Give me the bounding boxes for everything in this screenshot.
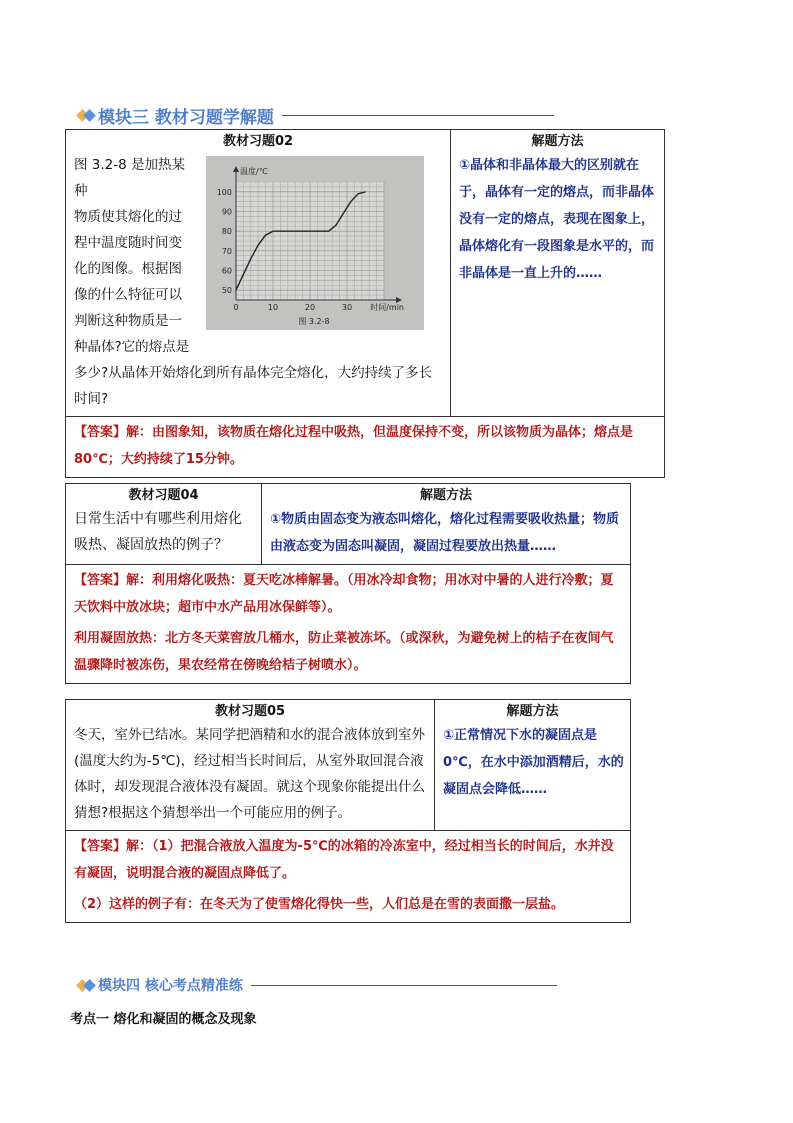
question-02-line: 种晶体?它的熔点是 xyxy=(74,339,190,355)
method-02-text: ①晶体和非晶体最大的区别就在于，晶体有一定的熔点，而非晶体没有一定的熔点，表现在图象上，晶体熔化有一段图象是水平的，而非晶体是一直上升的…… xyxy=(459,158,655,281)
question-02-line: 图 3.2-8 是加热某种 xyxy=(74,157,186,199)
question-05-cell xyxy=(66,700,435,831)
answer-label: 【答案】 xyxy=(74,573,127,588)
answer-label: 【答案】 xyxy=(74,425,127,440)
x-tick-label: 0 xyxy=(233,303,239,312)
question-05-text: 冬天，室外已结冰。某同学把酒精和水的混合液体放到室外(温度大约为-5℃)，经过相当长时间后，从室外取回混合液体时，却发现混合液体没有凝固。就这个现象你能提出什么猜想?根据这个猜想举出一个可能应用的例子。 xyxy=(74,727,425,821)
method-04-cell xyxy=(262,484,631,565)
question-02-line: 化的图像。根据图 xyxy=(74,261,182,277)
question-02-text xyxy=(66,152,450,416)
question-02-line: 判断这种物质是一 xyxy=(74,313,182,329)
question-02-cell xyxy=(66,130,451,417)
method-04-header: 解题方法 xyxy=(419,488,472,503)
y-tick-label: 60 xyxy=(221,266,232,276)
y-tick-label: 80 xyxy=(221,227,232,237)
answer-05-p1 xyxy=(66,831,630,891)
question-02-header: 教材习题02 xyxy=(222,134,294,149)
method-05-cell xyxy=(435,700,631,831)
answer-02-cell xyxy=(66,417,665,478)
answer-05-cell xyxy=(66,831,631,923)
question-02-table xyxy=(65,129,665,478)
question-02-line: 像的什么特征可以 xyxy=(74,287,182,303)
answer-04-cell xyxy=(66,565,631,684)
method-05-text: ①正常情况下水的凝固点是0℃，在水中添加酒精后，水的凝固点会降低…… xyxy=(443,728,624,797)
question-05-header: 教材习题05 xyxy=(214,704,286,719)
y-tick-label: 90 xyxy=(221,207,232,217)
question-02-line: 程中温度随时间变 xyxy=(74,235,182,251)
y-tick-label: 100 xyxy=(216,187,232,197)
diamond-bullet-icon xyxy=(78,111,92,120)
section-4-title: 模块四 核心考点精准练 xyxy=(98,978,243,994)
section-divider xyxy=(282,115,554,116)
answer-02-text: 解：由图象知，该物质在熔化过程中吸热，但温度保持不变，所以该物质为晶体；熔点是80℃；大约持续了15分钟。 xyxy=(74,425,634,467)
answer-05-text-1: 解：（1）把混合液放入温度为-5℃的冰箱的冷冻室中，经过相当长的时间后，水并没有凝固，说明混合液的凝固点降低了。 xyxy=(74,839,614,881)
method-05-header: 解题方法 xyxy=(506,704,559,719)
question-02-line: 多少?从晶体开始熔化到所有晶体完全熔化，大约持续了多长 xyxy=(74,365,433,381)
question-04-cell xyxy=(66,484,262,565)
melting-chart xyxy=(206,156,424,330)
key-point-1-title: 考点一 熔化和凝固的概念及现象 xyxy=(70,1012,257,1027)
chart-caption: 图 3.2-8 xyxy=(298,317,330,326)
diamond-bullet-icon xyxy=(78,981,92,990)
method-02-header: 解题方法 xyxy=(531,134,584,149)
method-02-cell xyxy=(451,130,665,417)
answer-04-text-1: 解：利用熔化吸热：夏天吃冰棒解暑。（用冰冷却食物；用冰对中暑的人进行冷敷；夏天饮料中放冰块；超市中水产品用冰保鲜等）。 xyxy=(74,573,614,615)
question-05-table xyxy=(65,699,631,923)
answer-05-text-2: （2）这样的例子有：在冬天为了使雪熔化得快一些，人们总是在雪的表面撒一层盐。 xyxy=(74,897,565,912)
section-3-heading xyxy=(78,103,554,128)
x-tick-label: 20 xyxy=(304,303,316,312)
y-tick-label: 50 xyxy=(221,286,232,296)
question-04-text: 日常生活中有哪些利用熔化吸热、凝固放热的例子？ xyxy=(74,511,242,553)
y-axis-label: 温度/℃ xyxy=(240,167,268,176)
section-4-heading xyxy=(78,975,557,995)
y-tick-label: 70 xyxy=(221,246,232,256)
question-02-line: 物质使其熔化的过 xyxy=(74,209,182,225)
question-04-header: 教材习题04 xyxy=(128,488,199,503)
section-3-title: 模块三 教材习题学解题 xyxy=(98,108,274,128)
question-04-table xyxy=(65,483,631,684)
answer-04-p1 xyxy=(66,565,630,625)
section-divider xyxy=(251,985,557,986)
question-02-line: 时间? xyxy=(74,391,109,407)
x-tick-label: 10 xyxy=(267,303,279,312)
answer-02 xyxy=(66,417,664,477)
x-axis-label: 时间/min xyxy=(370,303,404,312)
melting-chart-svg xyxy=(206,156,424,330)
answer-label: 【答案】 xyxy=(74,839,127,854)
method-04-text: ①物质由固态变为液态叫熔化，熔化过程需要吸收热量；物质由液态变为固态叫凝固，凝固过程要放出热量…… xyxy=(270,512,620,554)
answer-04-text-2: 利用凝固放热：北方冬天菜窖放几桶水，防止菜被冻坏。（或深秋，为避免树上的桔子在夜间气温骤降时被冻伤，果农经常在傍晚给桔子树喷水）。 xyxy=(74,631,614,673)
x-tick-label: 30 xyxy=(341,303,353,312)
y-axis-arrow-icon xyxy=(233,166,239,172)
